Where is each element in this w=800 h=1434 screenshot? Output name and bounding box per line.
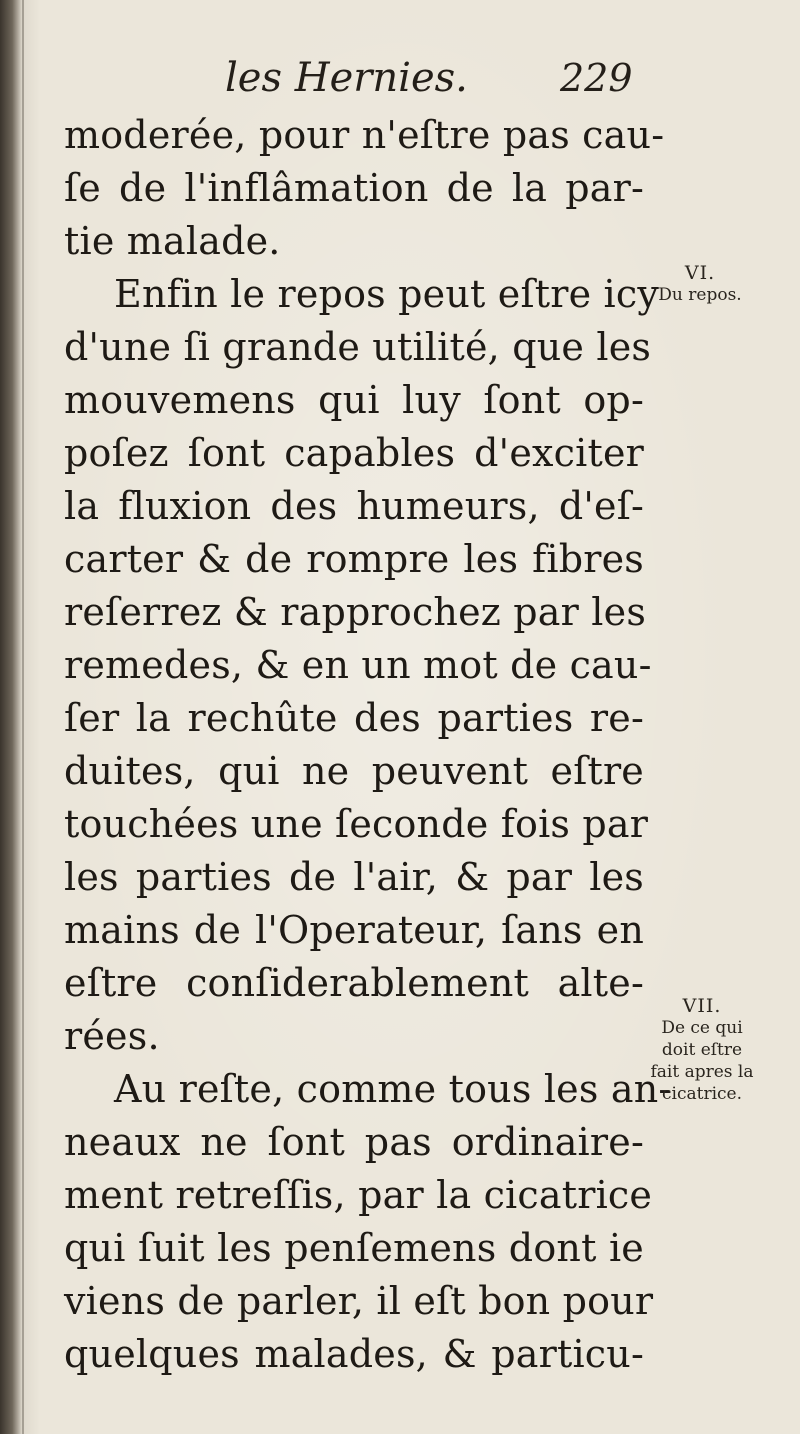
text-line: poſez ſont capables d'exciter <box>64 431 644 475</box>
text-line: mouvemens qui luy ſont op- <box>64 378 644 422</box>
text-line: moderée, pour n'eſtre pas cau- <box>64 113 665 157</box>
margin-note-numeral: VII. <box>682 995 722 1017</box>
text-line: Enfin le repos peut eſtre icy <box>114 272 660 316</box>
running-title: les Hernies. <box>225 55 468 101</box>
text-line: Au reſte, comme tous les an- <box>114 1067 672 1111</box>
text-line: neaux ne ſont pas ordinaire- <box>64 1120 644 1164</box>
text-line: d'une ſi grande utilité, que les <box>64 325 652 369</box>
text-line: qui ſuit les penſemens dont ie <box>64 1226 644 1270</box>
margin-note-line: De ce qui <box>661 1018 743 1038</box>
text-line: rées. <box>64 1014 160 1058</box>
text-line: la fluxion des humeurs, d'eſ- <box>64 484 644 528</box>
text-line: carter & de rompre les fibres <box>64 537 644 581</box>
text-line: remedes, & en un mot de cau- <box>64 643 652 687</box>
text-line: les parties de l'air, & par les <box>64 855 644 899</box>
text-line: ſer la rechûte des parties re- <box>64 696 644 740</box>
margin-note-7 <box>632 995 772 1105</box>
margin-note-line: fait apres la <box>650 1062 754 1082</box>
text-line: ment retreſſis, par la cicatrice <box>64 1173 653 1217</box>
text-line: duites, qui ne peuvent eſtre <box>64 749 644 793</box>
margin-note-numeral: VI. <box>684 262 716 284</box>
paragraph-1 <box>64 109 665 268</box>
binding-gutter <box>0 0 22 1434</box>
paragraph-2 <box>64 268 660 1063</box>
binding-edge <box>22 0 24 1434</box>
text-line: reſerrez & rapprochez par les <box>64 590 647 634</box>
main-text <box>64 109 672 1381</box>
text-line: quelques malades, & particu- <box>64 1332 644 1376</box>
margin-note-line: doit eſtre <box>661 1040 743 1060</box>
text-line: mains de l'Operateur, ſans en <box>64 908 644 952</box>
text-line: ſe de l'inflâmation de la par- <box>64 166 644 210</box>
text-line: eſtre conſiderablement alte- <box>64 961 644 1005</box>
paragraph-3 <box>64 1063 672 1381</box>
margin-note-line: Du repos. <box>658 285 742 305</box>
margin-note-6 <box>640 262 760 306</box>
text-line: touchées une ſeconde fois par <box>64 802 649 846</box>
text-line: tie malade. <box>64 219 281 263</box>
page-number: 229 <box>560 56 633 100</box>
margin-note-line: cicatrice. <box>662 1084 742 1104</box>
text-line: viens de parler, il eſt bon pour <box>64 1279 654 1323</box>
